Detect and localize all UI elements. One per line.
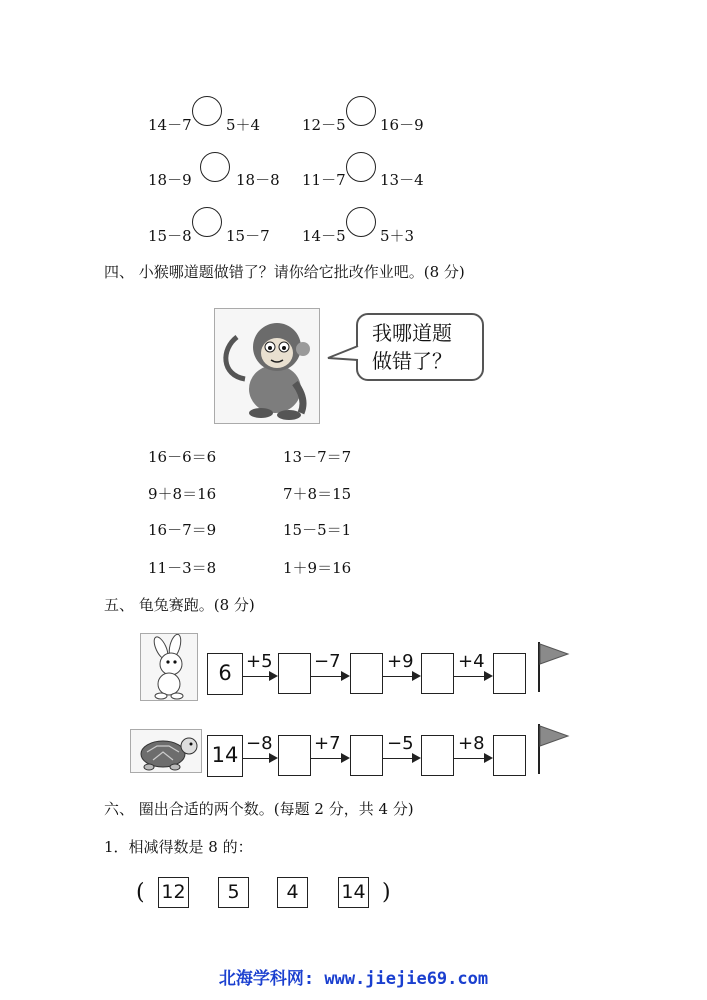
arrow-head-icon <box>484 671 493 681</box>
arrow-head-icon <box>269 753 278 763</box>
section5-heading: 五、 龟兔赛跑。(8 分) <box>104 596 255 614</box>
arrow-head-icon <box>412 753 421 763</box>
number-choice[interactable]: 5 <box>218 877 249 908</box>
arrow-line <box>243 758 269 759</box>
arrow-head-icon <box>412 671 421 681</box>
compare-left-expr: 12－5 <box>302 116 346 134</box>
turtle-finish-flag-icon <box>536 722 572 776</box>
rabbit-icon <box>141 634 197 700</box>
compare-right-expr: 5＋3 <box>380 227 415 245</box>
compare-answer-circle[interactable] <box>346 152 376 182</box>
compare-left-expr: 14－5 <box>302 227 346 245</box>
section4-heading: 四、 小猴哪道题做错了？请你给它批改作业吧。(8 分) <box>104 263 465 281</box>
rabbit-start-box: 6 <box>207 653 243 695</box>
rabbit-answer-box[interactable] <box>278 653 311 694</box>
equation[interactable]: 15－5＝1 <box>283 521 352 539</box>
turtle-op: +8 <box>458 733 485 754</box>
rabbit-finish-flag-icon <box>536 640 572 694</box>
section6-heading: 六、 圈出合适的两个数。(每题 2 分，共 4 分) <box>104 800 414 818</box>
compare-answer-circle[interactable] <box>200 152 230 182</box>
speech-bubble <box>356 313 484 381</box>
turtle-picture <box>130 729 202 773</box>
equation[interactable]: 11－3＝8 <box>148 559 217 577</box>
compare-left-expr: 11－7 <box>302 171 346 189</box>
compare-left-expr: 14－7 <box>148 116 192 134</box>
turtle-answer-box[interactable] <box>278 735 311 776</box>
turtle-op: −5 <box>387 733 414 754</box>
number-choice[interactable]: 12 <box>158 877 189 908</box>
arrow-line <box>383 758 412 759</box>
rabbit-answer-box[interactable] <box>493 653 526 694</box>
bubble-line-1: 我哪道题 <box>372 321 452 345</box>
paren-close: ) <box>382 880 391 905</box>
arrow-head-icon <box>341 671 350 681</box>
number-choice[interactable]: 14 <box>338 877 369 908</box>
compare-answer-circle[interactable] <box>192 96 222 126</box>
turtle-answer-box[interactable] <box>350 735 383 776</box>
arrow-line <box>454 758 484 759</box>
compare-right-expr: 13－4 <box>380 171 424 189</box>
question-1: 1．相减得数是 8 的： <box>104 838 253 856</box>
equation[interactable]: 7＋8＝15 <box>283 485 352 503</box>
arrow-line <box>311 676 341 677</box>
compare-right-expr: 15－7 <box>226 227 270 245</box>
turtle-op: +7 <box>314 733 341 754</box>
compare-left-expr: 18－9 <box>148 171 192 189</box>
turtle-answer-box[interactable] <box>421 735 454 776</box>
equation[interactable]: 16－7＝9 <box>148 521 217 539</box>
arrow-line <box>243 676 269 677</box>
bubble-line-2: 做错了？ <box>372 349 452 373</box>
compare-answer-circle[interactable] <box>346 96 376 126</box>
compare-left-expr: 15－8 <box>148 227 192 245</box>
equation[interactable]: 13－7＝7 <box>283 448 352 466</box>
footer-watermark: 北海学科网: www.jiejie69.com <box>218 969 489 989</box>
compare-right-expr: 5＋4 <box>226 116 261 134</box>
arrow-line <box>311 758 341 759</box>
turtle-answer-box[interactable] <box>493 735 526 776</box>
turtle-start-box: 14 <box>207 735 243 777</box>
rabbit-op: −7 <box>314 651 341 672</box>
rabbit-answer-box[interactable] <box>350 653 383 694</box>
arrow-line <box>454 676 484 677</box>
equation[interactable]: 1＋9＝16 <box>283 559 352 577</box>
rabbit-op: +5 <box>246 651 273 672</box>
arrow-line <box>383 676 412 677</box>
compare-right-expr: 16－9 <box>380 116 424 134</box>
compare-answer-circle[interactable] <box>192 207 222 237</box>
number-choice[interactable]: 4 <box>277 877 308 908</box>
turtle-icon <box>131 730 201 772</box>
equation[interactable]: 16－6＝6 <box>148 448 217 466</box>
paren-open: ( <box>136 880 145 905</box>
rabbit-picture <box>140 633 198 701</box>
compare-answer-circle[interactable] <box>346 207 376 237</box>
monkey-icon <box>215 309 319 423</box>
arrow-head-icon <box>269 671 278 681</box>
rabbit-answer-box[interactable] <box>421 653 454 694</box>
monkey-picture <box>214 308 320 424</box>
bubble-tail <box>326 344 360 364</box>
turtle-op: −8 <box>246 733 273 754</box>
rabbit-op: +9 <box>387 651 414 672</box>
equation[interactable]: 9＋8＝16 <box>148 485 217 503</box>
arrow-head-icon <box>484 753 493 763</box>
arrow-head-icon <box>341 753 350 763</box>
compare-right-expr: 18－8 <box>236 171 280 189</box>
rabbit-op: +4 <box>458 651 485 672</box>
